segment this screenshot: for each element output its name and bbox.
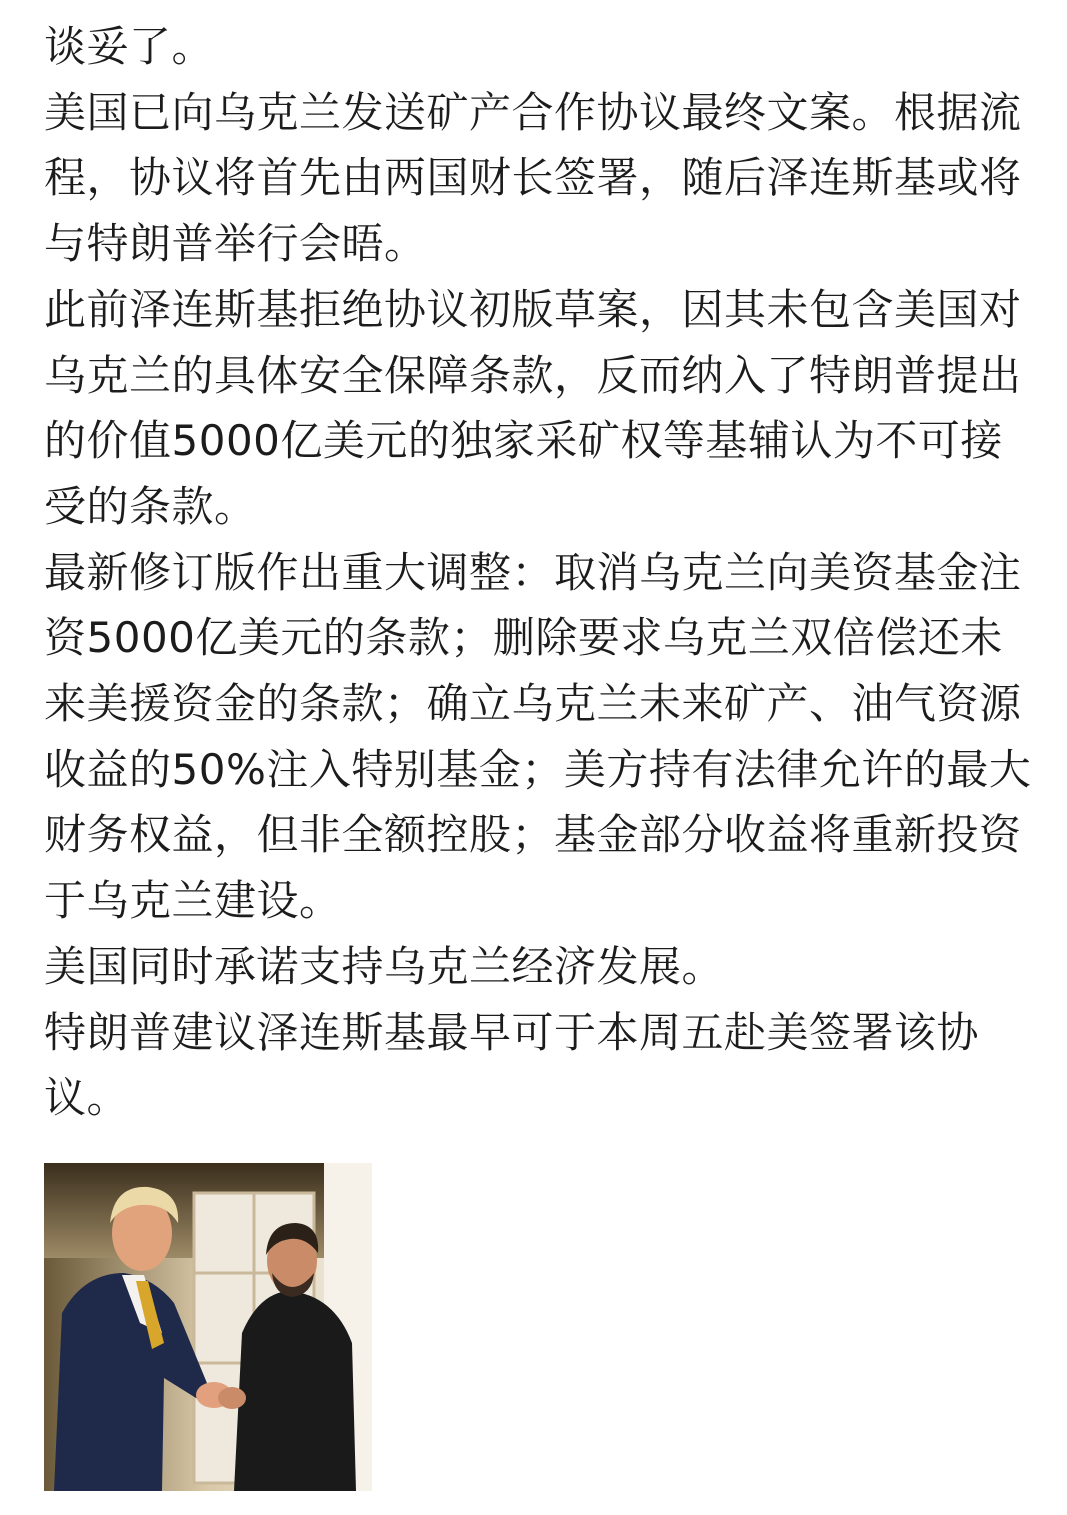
post-body [44,14,1034,1131]
post-paragraph: 最新修订版作出重大调整：取消乌克兰向美资基金注资5000亿美元的条款；删除要求乌克兰双倍偿还未来美援资金的条款；确立乌克兰未来矿产、油气资源收益的50%注入特别基金；美方持有法律允许的最大财务权益，但非全额控股；基金部分收益将重新投资于乌克兰建设。 [44,547,1032,926]
post-photo[interactable] [44,1163,372,1491]
post-paragraph: 美国已向乌克兰发送矿产合作协议最终文案。根据流程，协议将首先由两国财长签署，随后泽连斯基或将与特朗普举行会晤。 [44,87,1022,269]
post-paragraph: 谈妥了。 [44,22,215,71]
post-paragraph: 特朗普建议泽连斯基最早可于本周五赴美签署该协议。 [44,1007,980,1123]
post-paragraph: 此前泽连斯基拒绝协议初版草案，因其未包含美国对乌克兰的具体安全保障条款，反而纳入了特朗普提出的价值5000亿美元的独家采矿权等基辅认为不可接受的条款。 [44,284,1022,531]
post-paragraph: 美国同时承诺支持乌克兰经济发展。 [44,941,725,991]
handshake-photo-illustration [44,1163,372,1491]
